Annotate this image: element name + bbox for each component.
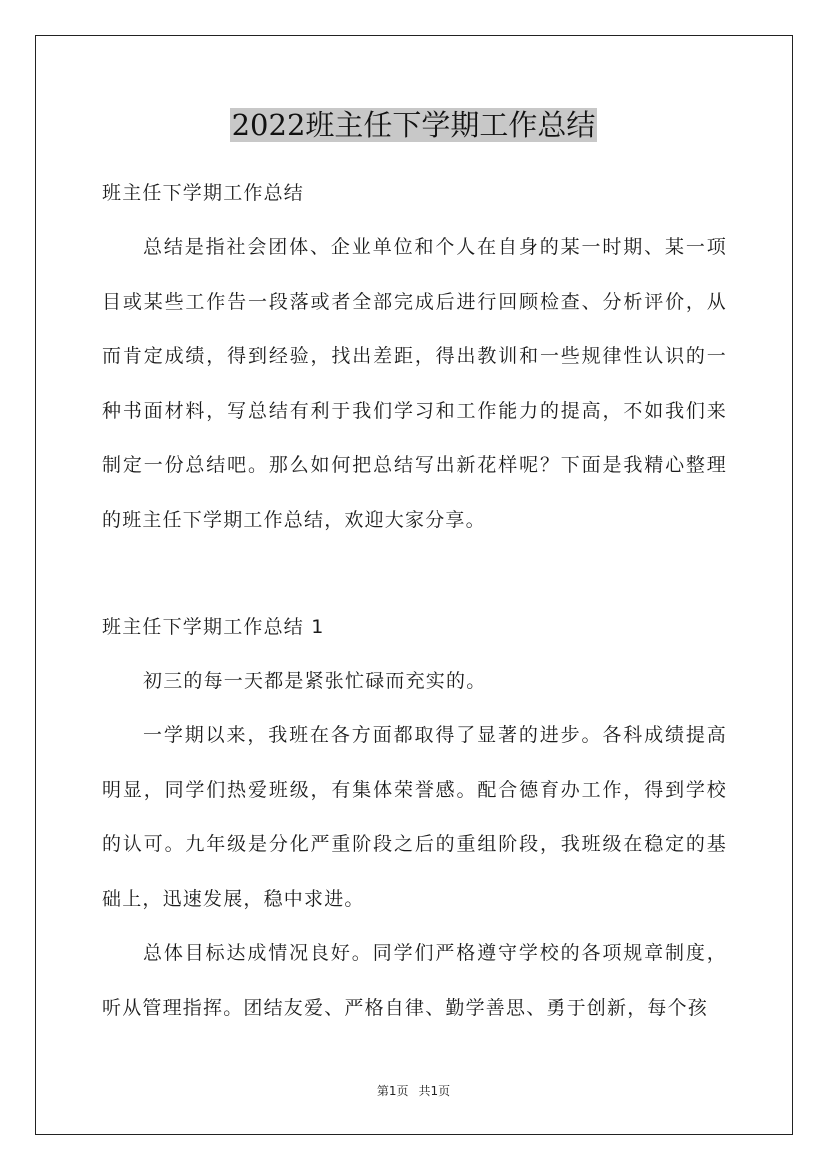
- page-footer: [0, 1082, 827, 1099]
- body-paragraph-1: 初三的每一天都是紧张忙碌而充实的。: [143, 670, 487, 692]
- document-title: [0, 106, 827, 144]
- section-heading: 班主任下学期工作总结 1: [102, 616, 325, 638]
- intro-paragraph: 总结是指社会团体、企业单位和个人在自身的某一时期、某一项目或某些工作告一段落或者全部完成后进行回顾检查、分析评价，从而肯定成绩，得到经验，找出差距，得出教训和一些规律性认识的一种书面材料，写总结有利于我们学习和工作能力的提高，不如我们来制定一份总结吧。那么如何把总结写出新花样呢？下面是我精心整理的班主任下学期工作总结，欢迎大家分享。: [102, 236, 727, 531]
- document-title-text: 2022班主任下学期工作总结: [231, 108, 596, 142]
- page-total: 共1页: [418, 1084, 451, 1098]
- document-subtitle: 班主任下学期工作总结: [102, 182, 305, 204]
- body-paragraph-2: 一学期以来，我班在各方面都取得了显著的进步。各科成绩提高明显，同学们热爱班级，有集体荣誉感。配合德育办工作，得到学校的认可。九年级是分化严重阶段之后的重组阶段，我班级在稳定的基础上，迅速发展，稳中求进。: [102, 724, 727, 910]
- body-paragraph-3: 总体目标达成情况良好。同学们严格遵守学校的各项规章制度，听从管理指挥。团结友爱、严格自律、勤学善思、勇于创新，每个孩: [102, 942, 727, 1019]
- page-number: 第1页: [376, 1084, 409, 1098]
